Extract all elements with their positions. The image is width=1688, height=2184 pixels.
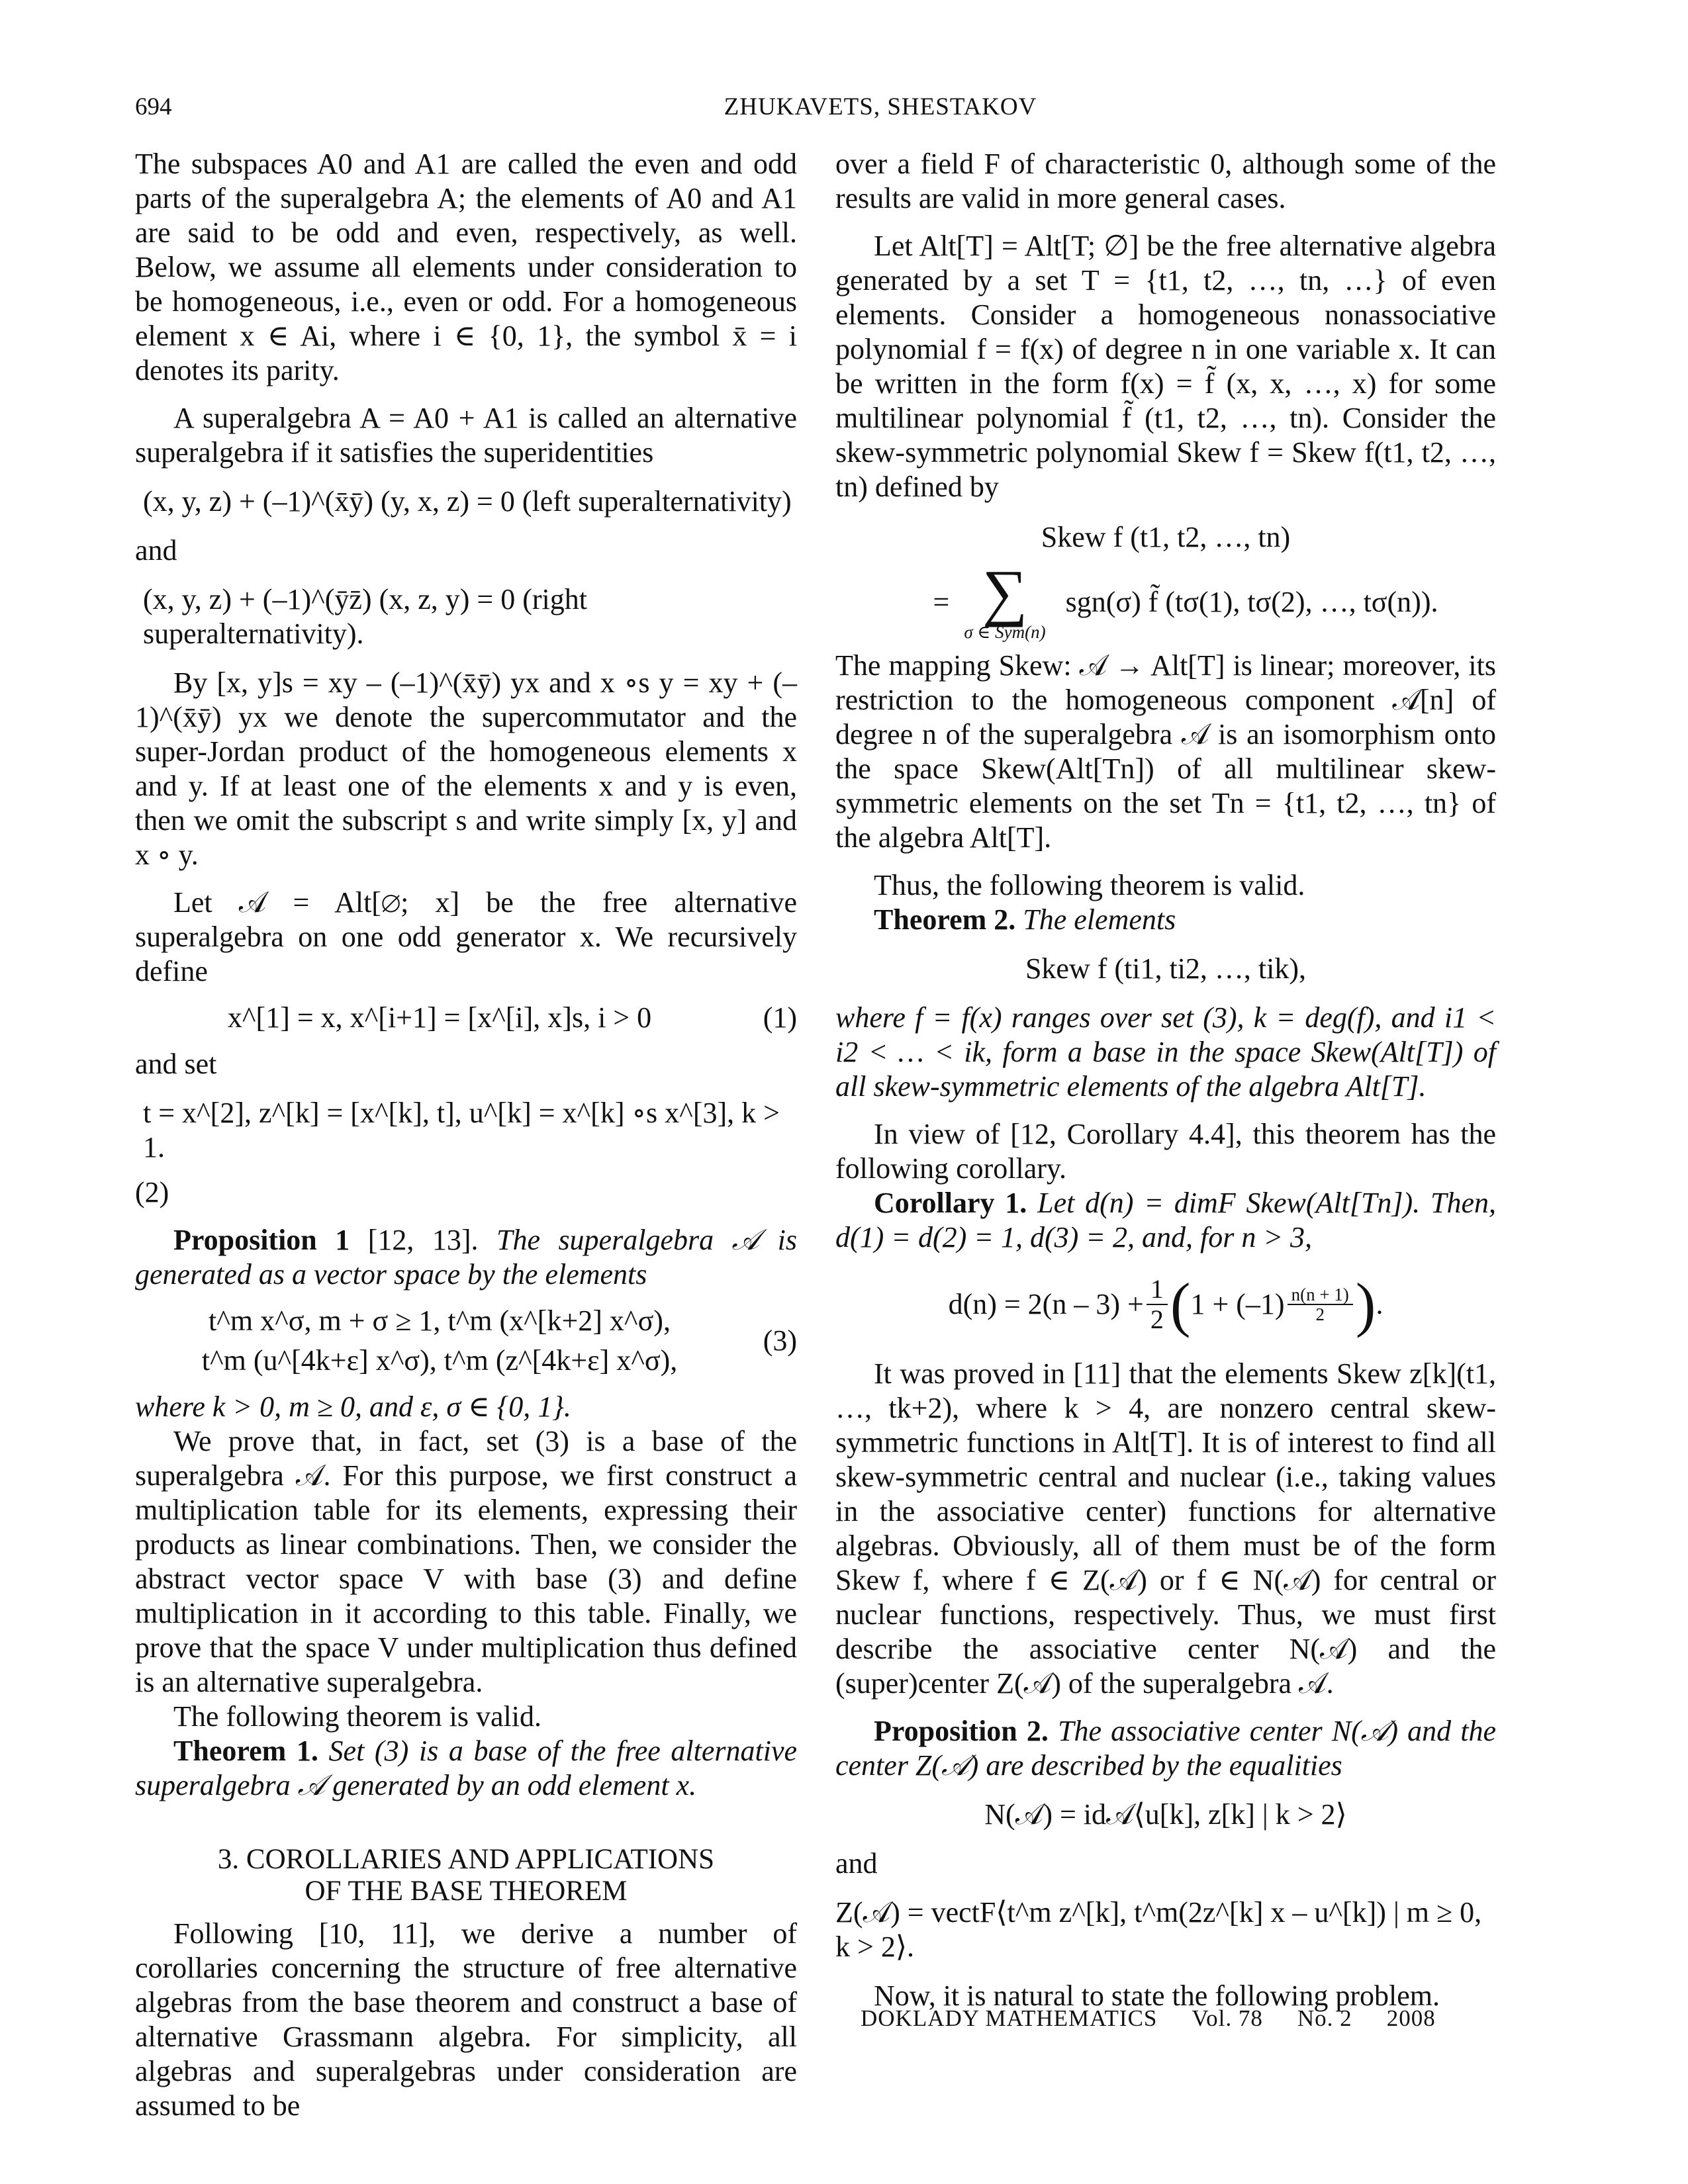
paragraph-corollary-intro: In view of [12, Corollary 4.4], this theorem has the following corollary. (835, 1118, 1496, 1185)
equation-3-line-2: t^m (u^[4k+ε] x^σ), t^m (z^[4k+ε] x^σ), (201, 1344, 678, 1377)
equals-sign: = (933, 586, 950, 618)
paragraph-free-algebra: Let Alt[T] = Alt[T; ∅] be the free alternative algebra generated by a set T = {t1, t2, …, tn, …} of even elements. Consider a homogeneous nonassociative polynomial f = f(x) of degree n in one variable x. It can be written in the form f(x) = f̃ (x, x, …, x) for some multilinear polynomial f̃ (t1, t2, …, tn). Consider the skew-symmetric polynomial Skew f = Skew f(t1, t2, …, tn) defined by (835, 230, 1496, 503)
equation-skew-rhs: sgn(σ) f̃ (tσ(1), tσ(2), …, tσ(n)). (1065, 586, 1438, 618)
proposition-1-text: The superalgebra 𝒜 is generated as a vector space by the elements (135, 1224, 797, 1291)
theorem-2-text: where f = f(x) ranges over set (3), k = deg(f), and i1 < i2 < … < ik, form a base in the space Skew(Alt[T]) of all skew-symmetric elements of the algebra Alt[T]. (835, 1001, 1496, 1103)
paragraph-skew-mapping: The mapping Skew: 𝒜 → Alt[T] is linear; moreover, its restriction to the homogeneous component 𝒜[n] of degree n of the superalgebra 𝒜 is an isomorphism onto the space Skew(Alt[Tn]) of all multilinear skew-symmetric elements on the set Tn = {t1, t2, …, tn} of the algebra Alt[T]. (835, 649, 1496, 854)
paragraph-field: over a field F of characteristic 0, although some of the results are valid in more general cases. (835, 148, 1496, 214)
equation-2-body: t = x^[2], z^[k] = [x^[k], t], u^[k] = x^[k] ∘s x^[3], k > 1. (143, 1097, 780, 1163)
paragraph-supercommutator: By [x, y]s = xy – (–1)^(x̄ȳ) yx and x ∘s y = xy + (–1)^(x̄ȳ) yx we denote the supercommutator and the super-Jordan product of the homogeneous elements x and y. If at least one of the elements x and y is even, then we omit the subscript s and write simply [x, y] and x ∘ y. (135, 666, 797, 871)
equation-1 (135, 1001, 797, 1035)
proposition-1 (135, 1223, 797, 1292)
right-column (835, 147, 1496, 2013)
equation-center: Z(𝒜) = vectF⟨t^m z^[k], t^m(2z^[k] x – u^[k]) | m ≥ 0, k > 2⟩. (835, 1896, 1482, 1963)
proposition-1-label: Proposition 1 (173, 1224, 350, 1256)
proposition-1-ref: [12, 13]. (350, 1224, 496, 1256)
equation-2-number: (2) (135, 1176, 169, 1208)
equation-2 (135, 1096, 797, 1165)
footer-journal-info (861, 2005, 1436, 2032)
theorem-2-intro: Theorem 2. The elements (874, 903, 1176, 936)
theorem-1-text: Set (3) is a base of the free alternative superalgebra 𝒜 generated by an odd element x. (135, 1735, 798, 1801)
corollary-1-equation: d(n) = 2(n – 3) + $\frac{1}{2}$ ( 1 + (–1) $\frac{n(n + 1)}{2}$ ) . (948, 1271, 1383, 1338)
left-column (135, 147, 797, 2123)
summation-symbol: ∑ σ ∈ Sym(n) (964, 557, 1046, 642)
section-heading: 3. COROLLARIES AND APPLICATIONS OF THE BASE THEOREM (217, 1844, 715, 1907)
paragraph-superalgebra-def: A superalgebra A = A0 + A1 is called an alternative superalgebra if it satisfies the superidentities (135, 402, 797, 469)
text-and-set: and set (135, 1048, 217, 1080)
summation-index: σ ∈ Sym(n) (964, 622, 1046, 642)
exponent-fraction: $\frac{n(n + 1)}{2}$ (1288, 1285, 1353, 1324)
equation-1-body: x^[1] = x, x^[i+1] = [x^[i], x]s, i > 0 (227, 1001, 652, 1034)
paragraph-problem: Now, it is natural to state the following problem. (874, 1979, 1440, 2012)
equation-skew-lhs: Skew f (t1, t2, …, tn) (1041, 521, 1291, 553)
equation-skew-definition (875, 557, 1496, 642)
theorem-2-equation: Skew f (ti1, ti2, …, tik), (1025, 952, 1307, 985)
proposition-2-text: The associative center N(𝒜) and the center Z(𝒜) are described by the equalities (835, 1715, 1496, 1782)
corollary-1-label: Corollary 1. (874, 1187, 1027, 1219)
journal-number: No. 2 (1297, 2005, 1352, 2031)
proposition-2 (835, 1714, 1496, 1783)
equation-right-superalternativity: (x, y, z) + (–1)^(ȳz̄) (x, z, y) = 0 (right superalternativity). (143, 583, 587, 650)
paragraph-free-superalgebra: Let 𝒜 = Alt[∅; x] be the free alternative superalgebra on one odd generator x. We recursively define (135, 886, 797, 987)
equation-3-line-1: t^m x^σ, m + σ ≥ 1, t^m (x^[k+2] x^σ), (209, 1304, 671, 1337)
corollary-1-text: Let d(n) = dimF Skew(Alt[Tn]). Then, d(1) = d(2) = 1, d(3) = 2, and, for n > 3, (835, 1187, 1496, 1253)
theorem-1 (135, 1734, 797, 1803)
equation-1-number: (1) (763, 1001, 797, 1034)
theorem-2-label: Theorem 2. (874, 903, 1016, 936)
journal-name: DOKLADY MATHEMATICS (861, 2005, 1158, 2031)
theorem-1-label: Theorem 1. (173, 1735, 318, 1767)
text-and: and (135, 534, 177, 567)
fraction-one-half: $\frac{1}{2}$ (1147, 1275, 1168, 1334)
journal-volume: Vol. 78 (1192, 2005, 1263, 2031)
paragraph-theorem-valid: The following theorem is valid. (173, 1700, 541, 1733)
equation-3-number: (3) (763, 1324, 797, 1357)
corollary-1 (835, 1186, 1496, 1255)
where-clause: where k > 0, m ≥ 0, and ε, σ ∈ {0, 1}. (135, 1390, 571, 1423)
paragraph-proof-outline: We prove that, in fact, set (3) is a base of the superalgebra 𝒜. For this purpose, we first construct a multiplication table for its elements, expressing their products as linear combinations. Then, we consider the abstract vector space V with base (3) and define multiplication in it according to this table. Finally, we prove that the space V under multiplication thus defined is an alternative superalgebra. (135, 1425, 797, 1698)
paragraph-central-functions: It was proved in [11] that the elements Skew z[k](t1, …, tk+2), where k > 4, are nonzero central skew-symmetric functions in Alt[T]. It is of interest to find all skew-symmetric central and nuclear (i.e., taking values in the associative center) functions for alternative algebras. Obviously, all of them must be of the form Skew f, where f ∈ Z(𝒜) or f ∈ N(𝒜) for central or nuclear functions, respectively. Thus, we must first describe the associative center N(𝒜) and the (super)center Z(𝒜) of the superalgebra 𝒜. (835, 1357, 1496, 1700)
equation-left-superalternativity: (x, y, z) + (–1)^(x̄ȳ) (y, x, z) = 0 (left superalternativity) (143, 485, 792, 518)
text-and-2: and (835, 1847, 878, 1880)
proposition-2-label: Proposition 2. (874, 1715, 1049, 1747)
paragraph-thus-theorem: Thus, the following theorem is valid. (874, 869, 1305, 901)
running-header-authors: ZHUKAVETS, SHESTAKOV (724, 93, 1037, 120)
paragraph-corollaries-intro: Following [10, 11], we derive a number of corollaries concerning the structure of free alternative algebras from the base theorem and construct a base of alternative Grassmann algebra. For simplicity, all algebras and superalgebras under consideration are assumed to be (135, 1917, 797, 2122)
page-number: 694 (135, 93, 172, 120)
equation-3 (135, 1304, 797, 1378)
journal-year: 2008 (1386, 2005, 1436, 2031)
paragraph-subspaces: The subspaces A0 and A1 are called the even and odd parts of the superalgebra A; the elements of A0 and A1 are said to be odd and even, respectively, as well. Below, we assume all elements under consideration to be homogeneous, i.e., even or odd. For a homogeneous element x ∈ Ai, where i ∈ {0, 1}, the symbol x̄ = i denotes its parity. (135, 148, 797, 387)
equation-associative-center: N(𝒜) = id𝒜⟨u[k], z[k] | k > 2⟩ (984, 1798, 1347, 1831)
